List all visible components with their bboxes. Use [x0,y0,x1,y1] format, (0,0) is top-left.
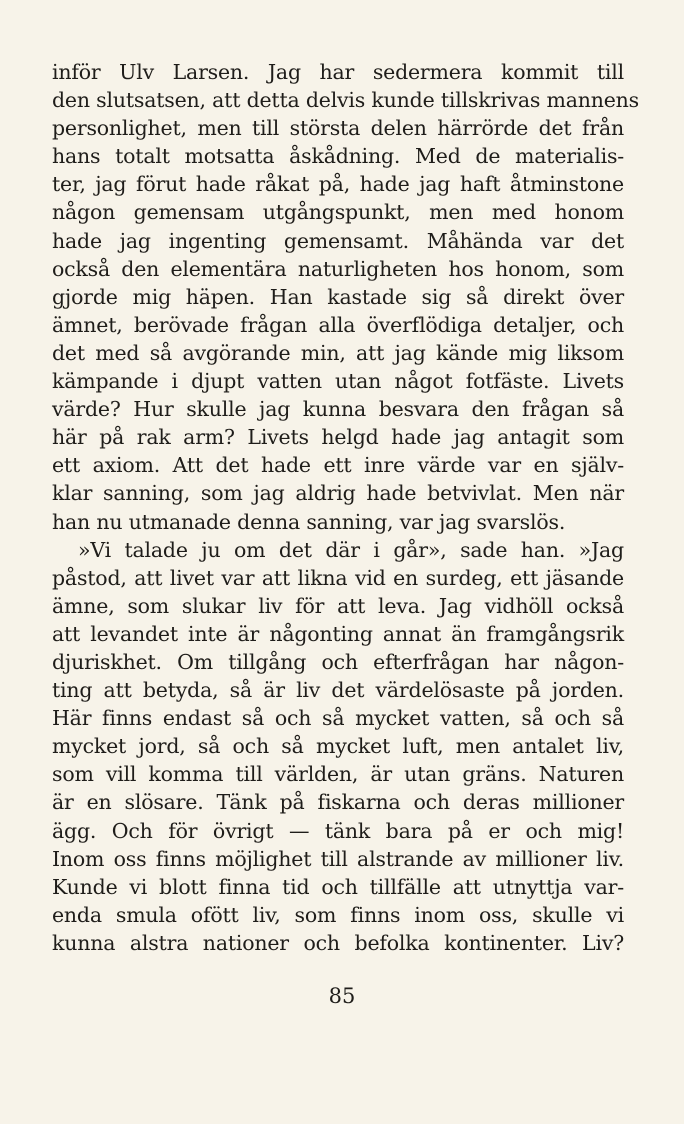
text-line: ägg. Och för övrigt — tänk bara på er och mig! [52,818,624,843]
text-line: kämpande i djupt vatten utan något fotfäste. Livets [52,369,624,394]
text-line: »Vi talade ju om det där i går», sade han. »Jag [78,537,624,562]
text-line: är en slösare. Tänk på fiskarna och deras millioner [52,790,624,815]
text-line: enda smula ofött liv, som finns inom oss, skulle vi [52,902,624,927]
text-line: att levandet inte är någonting annat än framgångsrik [52,621,624,646]
text-line: gjorde mig häpen. Han kastade sig så direkt över [52,284,624,309]
text-line: klar sanning, som jag aldrig hade betvivlat. Men när [52,481,624,506]
text-line: han nu utmanade denna sanning, var jag svarslös. [52,509,566,534]
text-line: påstod, att livet var att likna vid en surdeg, ett jäsande [52,565,624,590]
body-text [52,58,639,957]
text-line: ämnet, berövade frågan alla överflödiga detaljer, och [52,312,624,337]
text-line: hade jag ingenting gemensamt. Måhända var det [52,228,624,253]
text-line: någon gemensam utgångspunkt, men med honom [52,200,624,225]
text-line: djuriskhet. Om tillgång och efterfrågan har någon- [52,649,624,674]
text-line: Här finns endast så och så mycket vatten, så och så [52,706,624,731]
text-line: här på rak arm? Livets helgd hade jag antagit som [52,425,624,450]
text-line: det med så avgörande min, att jag kände mig liksom [52,340,624,365]
text-line: den slutsatsen, att detta delvis kunde tillskrivas mannens [52,88,639,113]
text-line: hans totalt motsatta åskådning. Med de materialis- [52,144,624,169]
text-line: Kunde vi blott finna tid och tillfälle att utnyttja var- [52,874,624,899]
text-line: ter, jag förut hade råkat på, hade jag haft åtminstone [52,172,624,197]
text-line: ämne, som slukar liv för att leva. Jag vidhöll också [52,593,624,618]
text-line: personlighet, men till största delen härrörde det från [52,116,624,141]
text-line: som vill komma till världen, är utan gräns. Naturen [52,762,624,787]
text-line: ting att betyda, så är liv det värdelösaste på jorden. [52,678,624,703]
text-line: värde? Hur skulle jag kunna besvara den frågan så [52,397,624,422]
text-line: kunna alstra nationer och befolka kontinenter. Liv? [52,930,624,955]
text-line: Inom oss finns möjlighet till alstrande av millioner liv. [52,846,624,871]
text-line: också den elementära naturligheten hos honom, som [52,256,624,281]
text-line: ett axiom. Att det hade ett inre värde var en själv- [52,453,624,478]
text-line: inför Ulv Larsen. Jag har sedermera kommit till [52,60,624,84]
page-number: 85 [328,984,356,1008]
text-line: mycket jord, så och så mycket luft, men antalet liv, [52,734,624,759]
